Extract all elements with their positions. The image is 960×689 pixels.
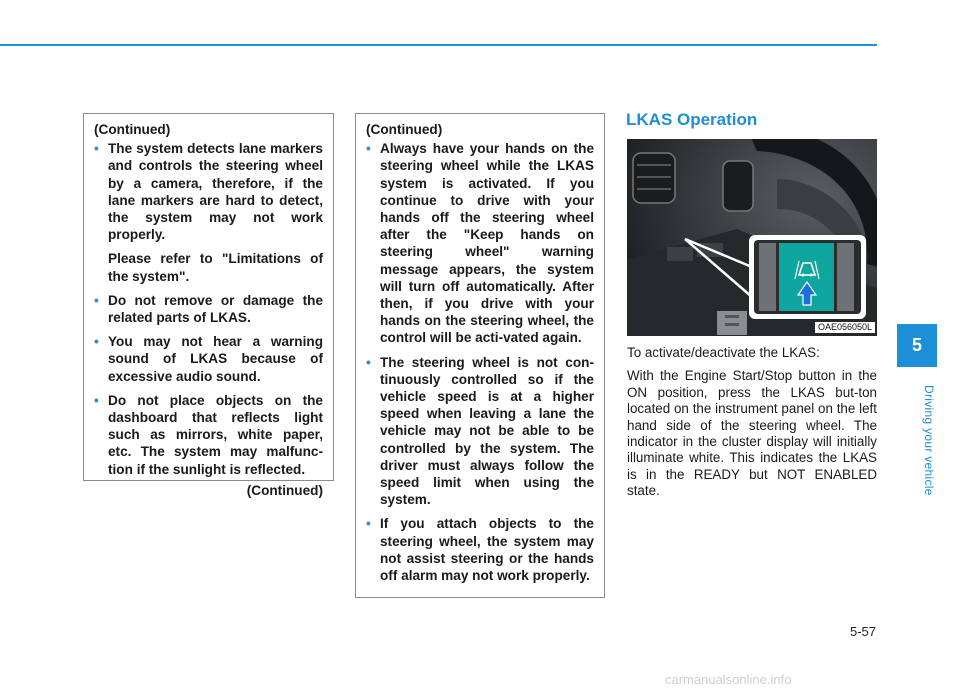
list-item-note: Please refer to "Limitations of the system". bbox=[108, 251, 323, 284]
list-item: • The system detects lane markers and controls the steering wheel by a camera, therefore, if the lane markers are hard to detect, the system may not work properly. bbox=[94, 141, 323, 243]
warning-box-continued-1 bbox=[83, 113, 334, 498]
page-number: 5-57 bbox=[849, 624, 876, 639]
bullet-list bbox=[94, 140, 323, 243]
image-code-label: OAE056050L bbox=[815, 322, 875, 333]
list-item: • If you attach objects to the steering wheel, the system may not assist steering or the hands off alarm may not work properly. bbox=[366, 516, 594, 584]
list-item: • Do not remove or damage the related parts of LKAS. bbox=[94, 292, 323, 326]
bullet-icon: • bbox=[94, 141, 99, 157]
bullet-icon: • bbox=[94, 392, 99, 408]
bullet-icon: • bbox=[94, 334, 99, 350]
section-title: LKAS Operation bbox=[626, 110, 758, 129]
bullet-list bbox=[94, 292, 323, 478]
list-item: • The steering wheel is not con-tinuously controlled so if the vehicle speed is at a higher speed when leaving a lane the vehicle may not be able to be controlled by the system. The driver must always follow the speed limit when using the system. bbox=[366, 354, 594, 508]
watermark: carmanualsonline.info bbox=[665, 672, 792, 687]
box-header: (Continued) bbox=[94, 122, 171, 137]
box-header: (Continued) bbox=[366, 122, 443, 137]
dashboard-photo bbox=[627, 139, 877, 336]
paragraph: To activate/deactivate the LKAS: bbox=[627, 345, 820, 360]
paragraph: With the Engine Start/Stop button in the ON position, press the LKAS but-ton located on the instrument panel on the left hand side of the steering wheel. The indicator in the cluster display will initially illuminate white. This indicates the LKAS is in the READY but NOT ENABLED state. bbox=[627, 368, 877, 499]
bullet-icon: • bbox=[366, 354, 371, 370]
bullet-icon: • bbox=[366, 516, 371, 532]
header-rule bbox=[0, 44, 877, 46]
bullet-icon: • bbox=[94, 292, 99, 308]
chapter-tab: 5 bbox=[897, 324, 937, 367]
list-item: • You may not hear a warning sound of LKAS because of excessive audio sound. bbox=[94, 334, 323, 384]
section-body bbox=[627, 345, 877, 507]
bullet-list bbox=[366, 140, 594, 584]
box-footer: (Continued) bbox=[246, 482, 323, 498]
dashboard-illustration bbox=[627, 139, 877, 336]
list-item: • Always have your hands on the steering wheel while the LKAS system is activated. If you continue to drive with your hands off the steering wheel after the "Keep hands on steering wheel" warning message appears, the system will turn off automatically. After then, if you drive with your hands on the steering wheel, the control will be acti-vated again. bbox=[366, 141, 594, 346]
list-item: • Do not place objects on the dashboard that reflects light such as mirrors, white paper, etc. The system may malfunc-tion if the sunlight is reflected. bbox=[94, 392, 323, 477]
chapter-title: Driving your vehicle bbox=[922, 384, 936, 496]
warning-box-continued-2 bbox=[355, 113, 605, 598]
bullet-icon: • bbox=[366, 141, 371, 157]
